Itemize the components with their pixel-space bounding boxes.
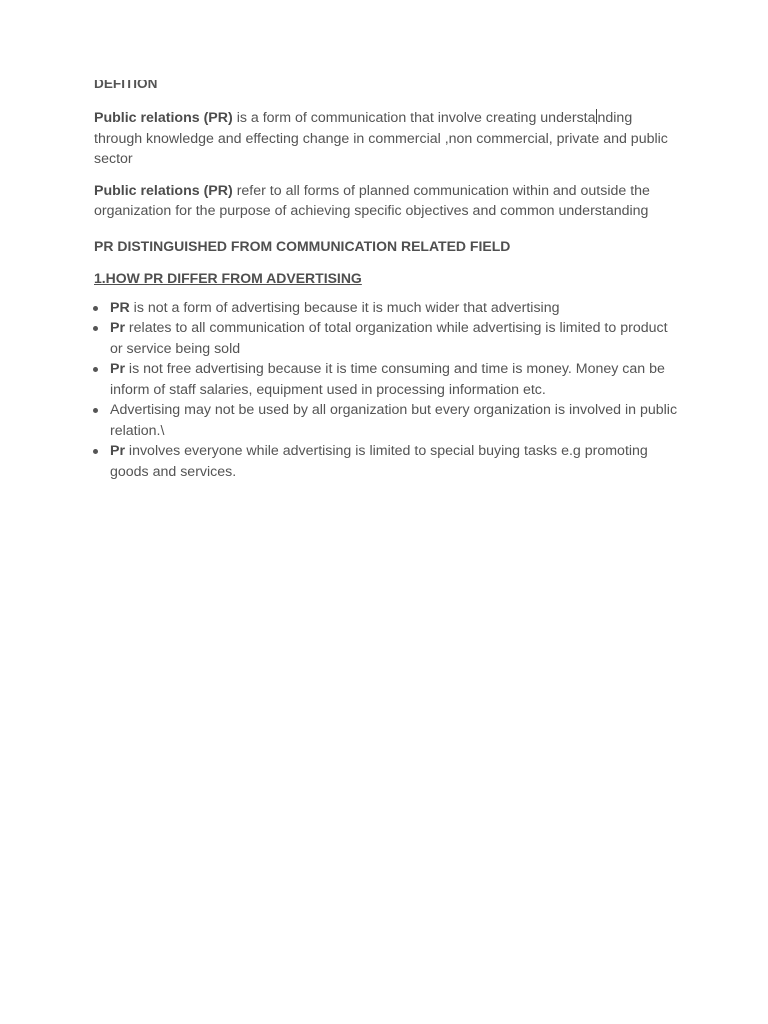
bullet-icon (93, 326, 98, 331)
item-bold: Pr (110, 320, 125, 336)
list-item (94, 400, 684, 441)
item-text: relates to all communication of total organization while advertising is limited to product or service being sold (110, 320, 668, 357)
bullet-icon (93, 408, 98, 413)
term-bold: Public relations (PR) (94, 182, 233, 199)
list-item (94, 441, 684, 482)
definition-paragraph-2 (94, 181, 684, 222)
item-text: involves everyone while advertising is limited to special buying tasks e.g promoting goods and services. (110, 443, 648, 480)
document-page (94, 80, 684, 482)
section-heading: PR DISTINGUISHED FROM COMMUNICATION RELATED FIELD (94, 237, 511, 254)
bullet-icon (93, 449, 98, 454)
subsection-heading: 1.HOW PR DIFFER FROM ADVERTISING (94, 269, 362, 286)
paragraph-text: is a form of communication that involve creating understa (232, 110, 596, 126)
term-bold: Public relations (PR) (94, 110, 233, 126)
bullet-list (94, 298, 684, 483)
definition-heading: DEFITION (94, 80, 158, 91)
paragraph-text-continued: nding through knowledge and effecting change in commercial ,non commercial, private and public sector (94, 110, 668, 167)
item-text: is not free advertising because it is time consuming and time is money. Money can be inform of staff salaries, equipment used in processing information etc. (110, 361, 665, 398)
list-item (94, 359, 684, 400)
bullet-icon (93, 367, 98, 372)
definition-paragraph-1 (94, 108, 684, 170)
item-bold: Pr (110, 443, 125, 459)
list-item (94, 298, 684, 319)
item-bold: Pr (110, 361, 125, 377)
paragraph-text: refer to all forms of planned communication within and outside the organization for the purpose of achieving specific objectives and common understanding (94, 182, 650, 219)
item-text: is not a form of advertising because it is much wider that advertising (129, 299, 560, 316)
bullet-icon (93, 306, 98, 311)
list-item (94, 318, 684, 359)
item-bold: PR (110, 299, 130, 316)
item-text: Advertising may not be used by all organization but every organization is involved in public relation.\ (110, 402, 678, 439)
